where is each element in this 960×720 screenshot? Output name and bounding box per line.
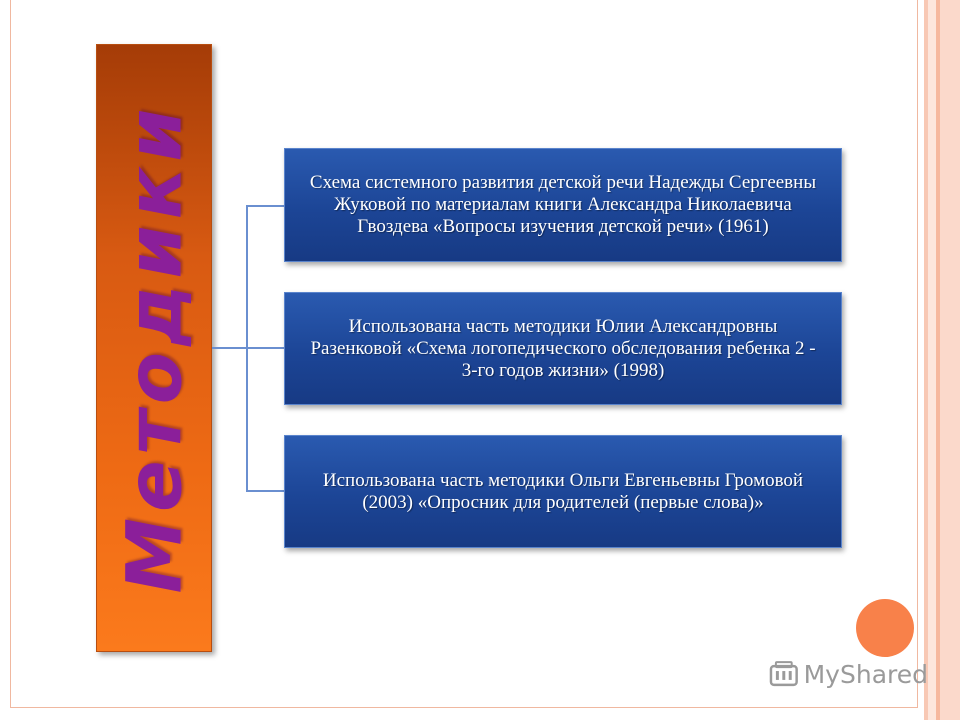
watermark [768, 654, 928, 694]
method-box-3 [284, 435, 842, 548]
watermark-text: MyShared [803, 659, 928, 689]
accent-circle [856, 599, 914, 657]
method-box-2 [284, 292, 842, 405]
vertical-title: Методики [109, 102, 199, 594]
connector-branch-3 [246, 490, 284, 492]
myshared-logo-icon [768, 658, 800, 690]
method-text-1: Схема системного развития детской речи Надежды Сергеевны Жуковой по материалам книги Александра Николаевича Гвоздева «Вопросы изучения детской речи» (1961) [309, 172, 817, 237]
method-text-2: Использована часть методики Юлии Александровны Разенковой «Схема логопедического обследования ребенка 2 - 3-го годов жизни» (1998) [310, 315, 816, 381]
decorative-stripes [918, 0, 960, 720]
vertical-title-bar [96, 44, 212, 652]
method-box-1 [284, 148, 842, 262]
connector-branch-1 [246, 205, 284, 207]
connector-horizontal-main [212, 347, 248, 349]
connector-branch-2 [246, 347, 284, 349]
method-text-3: Использована часть методики Ольги Евгеньевны Громовой (2003) «Опросник для родителей (первые слова)» [322, 469, 804, 513]
